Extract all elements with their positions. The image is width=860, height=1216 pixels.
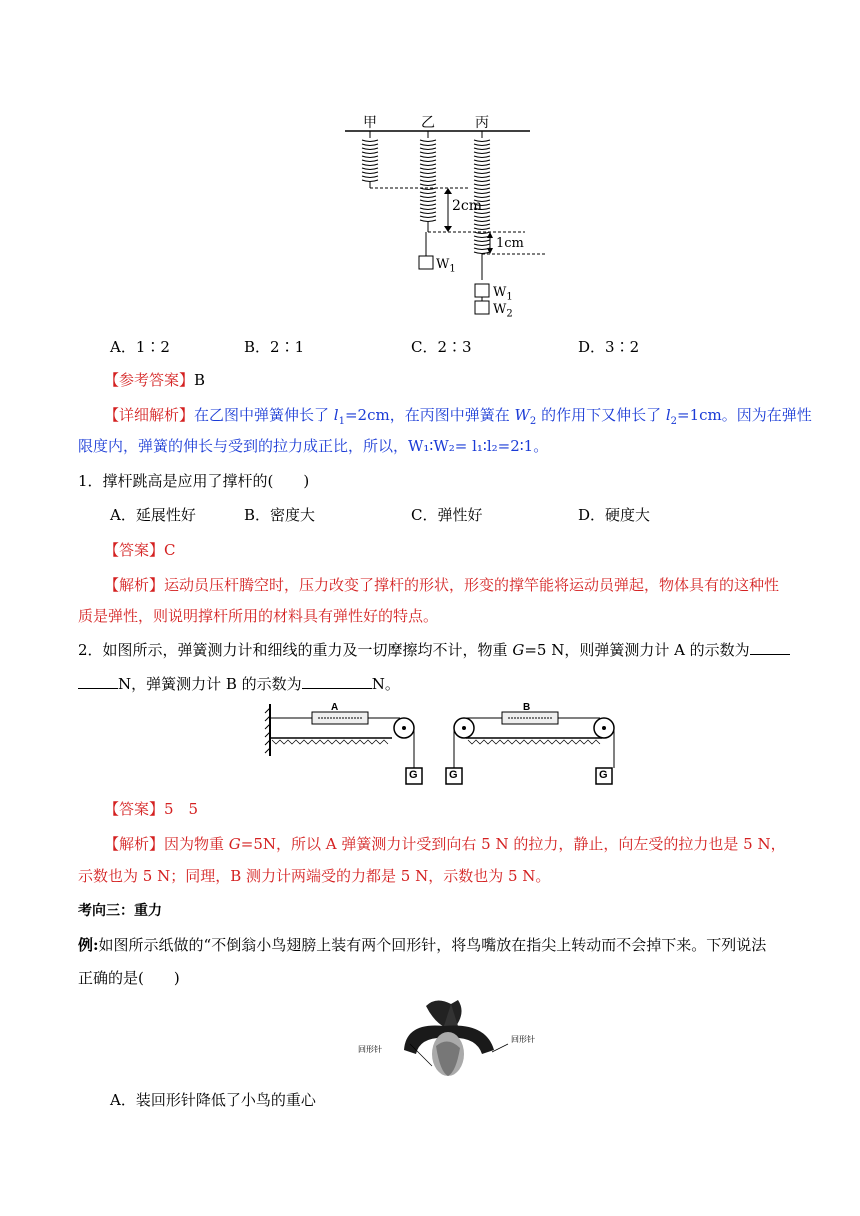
q2-explain-line1: 【解析】因为物重 G=5N，所以 A 弹簧测力计受到向右 5 N 的拉力，静止，向左受的拉力也是 5 N， xyxy=(104,835,786,853)
dim-2cm: 2cm xyxy=(452,198,483,214)
q2-answer: 【答案】5 5 xyxy=(104,800,199,818)
q1-option-c: C．弹性好 xyxy=(411,506,483,524)
q2-explain-line2: 示数也为 5 N；同理，B 测力计两端受的力都是 5 N，示数也为 5 N。 xyxy=(78,867,551,885)
scale-label-a: A xyxy=(331,702,339,713)
q1-explain-line1: 【解析】运动员压杆腾空时，压力改变了撑杆的形状，形变的撑竿能将运动员弹起，物体具有的这种性 xyxy=(104,576,780,594)
spring-scale-diagram xyxy=(262,700,622,790)
q0-option-d: D．3∶2 xyxy=(578,338,640,356)
q1-stem: 1．撑杆跳高是应用了撑杆的( ) xyxy=(78,472,310,490)
q1-option-d: D．硬度大 xyxy=(578,506,651,524)
scale-label-b: B xyxy=(523,702,531,713)
label-bing: 丙 xyxy=(475,115,489,131)
q2-blank-b[interactable] xyxy=(302,674,372,689)
q2-blank-a-part2[interactable] xyxy=(78,674,118,689)
section3-option-a: A．装回形针降低了小鸟的重心 xyxy=(110,1091,316,1109)
q1-explain-line2: 质是弹性，则说明撑杆所用的材料具有弹性好的特点。 xyxy=(78,607,439,625)
section3-example-line1: 例:如图所示纸做的“不倒翁小鸟翅膀上装有两个回形针，将鸟嘴放在指尖上转动而不会掉下来。下列说法 xyxy=(78,936,767,954)
weight-w2-bing: $W_2$ xyxy=(493,302,513,320)
spring-jia xyxy=(362,131,378,188)
q0-ref-answer: 【参考答案】B xyxy=(104,371,206,389)
weight-w1-yi: $W_1$ xyxy=(436,257,456,275)
dim-1cm: 1cm xyxy=(496,236,524,251)
q0-option-b: B．2∶1 xyxy=(244,338,305,356)
weight-g-3: G xyxy=(599,769,608,781)
label-jia: 甲 xyxy=(363,115,377,131)
q2-stem-line2: N，弹簧测力计 B 的示数为 N。 xyxy=(78,674,400,694)
q0-option-a: A．1∶2 xyxy=(110,338,170,356)
spring-yi xyxy=(420,131,436,232)
weight-g-1: G xyxy=(409,769,418,781)
q2-stem-line1: 2．如图所示，弹簧测力计和细线的重力及一切摩擦均不计，物重 G=5 N，则弹簧测力计 A 的示数为 xyxy=(78,640,790,660)
q0-explain-line1: 【详细解析】在乙图中弹簧伸长了 $l_1=2cm$，在丙图中弹簧在 $W_2$ 的作用下又伸长了 $l_2=1cm$。因为在弹性 xyxy=(104,406,812,427)
paperclip-label-right: 回形针 xyxy=(511,1035,535,1044)
spring-diagram xyxy=(340,108,550,320)
weight-w1-bing: $W_1$ xyxy=(493,285,513,303)
section3-example-line2: 正确的是( ) xyxy=(78,969,180,987)
weight-g-2: G xyxy=(449,769,458,781)
q1-option-b: B．密度大 xyxy=(244,506,316,524)
paperclip-label-left: 回形针 xyxy=(358,1045,382,1054)
q1-option-a: A．延展性好 xyxy=(110,506,196,524)
section3-title: 考向三：重力 xyxy=(78,903,162,919)
pointer-lines xyxy=(380,1030,520,1080)
q2-blank-a-part1[interactable] xyxy=(750,640,790,655)
q0-explain-line2: 限度内，弹簧的伸长与受到的拉力成正比，所以，W₁∶W₂= l₁∶l₂=2∶1。 xyxy=(78,437,549,455)
q0-option-c: C．2∶3 xyxy=(411,338,472,356)
q1-answer: 【答案】C xyxy=(104,541,176,559)
label-yi: 乙 xyxy=(421,115,435,131)
